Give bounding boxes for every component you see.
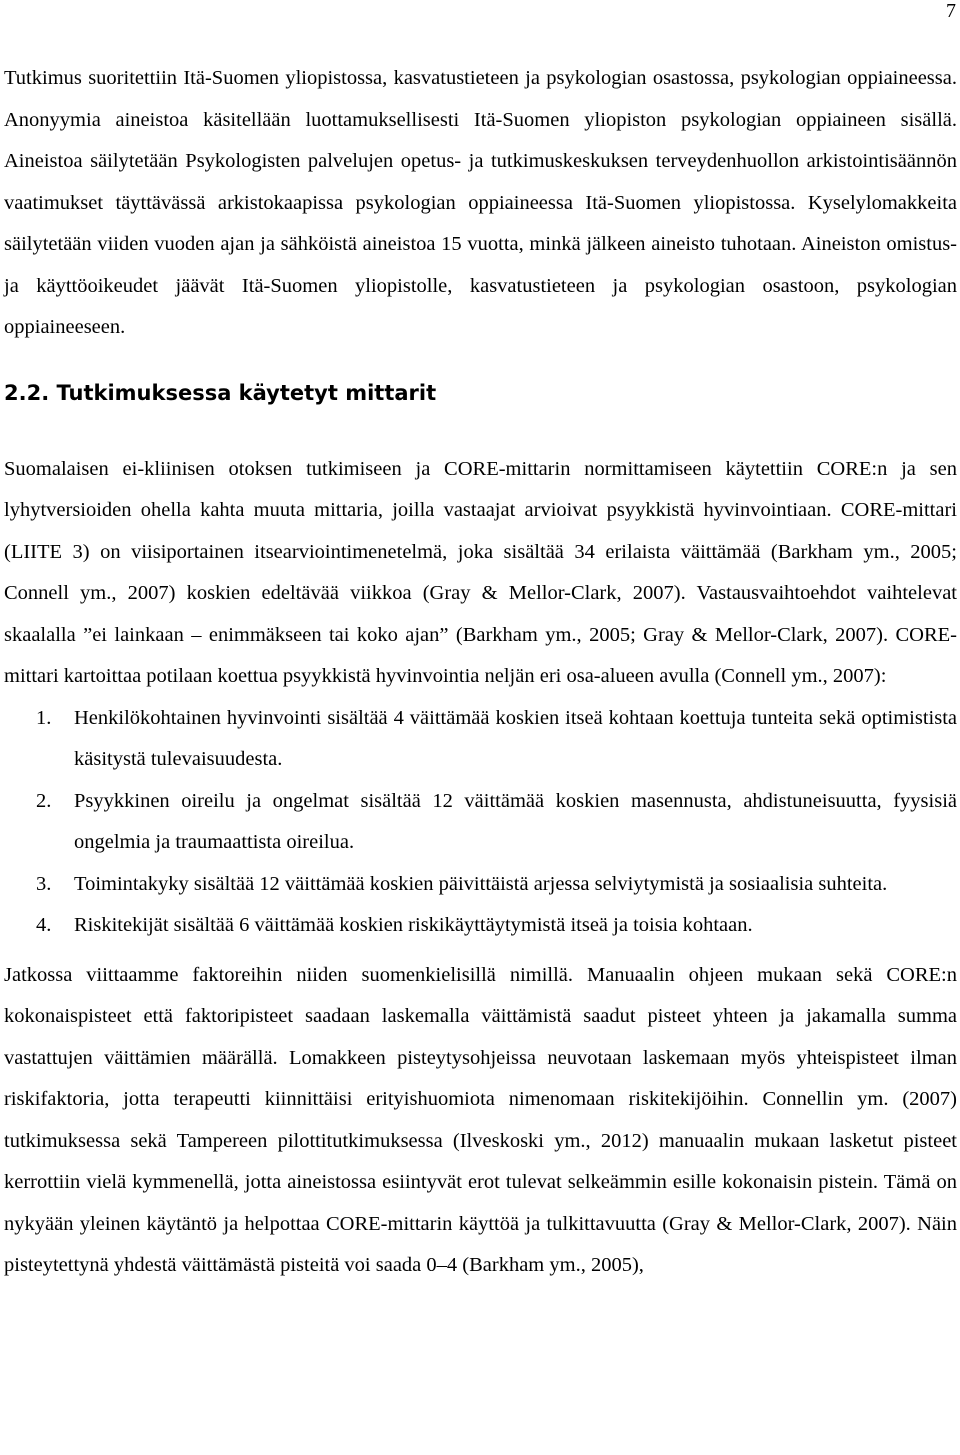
paragraph-measures-intro: Suomalaisen ei-kliinisen otoksen tutkimiseen ja CORE-mittarin normittamiseen käytettiin CORE:n ja sen lyhytversioiden ohella kahta muuta mittaria, joilla vastaajat arvioivat psyykkistä hyvinvointiaan. CORE-mittari (LIITE 3) on viisiportainen itsearviointimenetelmä, joka sisältää 34 erilaista väittämää (Barkham ym., 2005; Connell ym., 2007) koskien edeltävää viikkoa (Gray & Mellor-Clark, 2007). Vastausvaihtoehdot vaihtelevat skaalalla ”ei lainkaan – enimmäkseen tai koko ajan” (Barkham ym., 2005; Gray & Mellor-Clark, 2007). CORE-mittari kartoittaa potilaan koettua psyykkistä hyvinvointia neljän eri osa-alueen avulla (Connell ym., 2007): bbox=[4, 457, 957, 687]
document-body bbox=[4, 58, 957, 1287]
list-item-text: Psyykkinen oireilu ja ongelmat sisältää 12 väittämää koskien masennusta, ahdistuneisuutta, fyysisiä ongelmia ja traumaattista oireilua. bbox=[74, 789, 957, 853]
list-item-text: Henkilökohtainen hyvinvointi sisältää 4 väittämää koskien itseä kohtaan koettuja tunteita sekä optimistista käsitystä tulevaisuudesta. bbox=[74, 706, 957, 770]
section-heading: 2.2. Tutkimuksessa käytetyt mittarit bbox=[4, 380, 437, 405]
paragraph-data-storage: Tutkimus suoritettiin Itä-Suomen yliopistossa, kasvatustieteen ja psykologian osastossa, psykologian oppiaineessa. Anonyymia aineistoa käsitellään luottamuksellisesti Itä-Suomen yliopiston psykologian oppiaineen sisällä. Aineistoa säilytetään Psykologisten palvelujen opetus- ja tutkimuskeskuksen terveydenhuollon arkistointisäännön vaatimukset täyttävässä arkistokaapissa psykologian oppiaineessa Itä-Suomen yliopistossa. Kyselylomakkeita säilytetään viiden vuoden ajan ja sähköistä aineistoa 15 vuotta, minkä jälkeen aineisto tuhotaan. Aineiston omistus- ja käyttöoikeudet jäävät Itä-Suomen yliopistolle, kasvatustieteen ja psykologian osastoon, psykologian oppiaineeseen. bbox=[4, 67, 957, 338]
list-item-text: Toimintakyky sisältää 12 väittämää koskien päivittäistä arjessa selviytymistä ja sosiaalisia suhteita. bbox=[74, 872, 888, 895]
list-item-number: 1. bbox=[36, 706, 52, 729]
core-domains-list bbox=[4, 698, 957, 947]
list-item-text: Riskitekijät sisältää 6 väittämää koskien riskikäyttäytymistä itseä ja toisia kohtaan. bbox=[74, 914, 753, 936]
list-item bbox=[4, 781, 957, 864]
list-item-number: 4. bbox=[36, 914, 52, 936]
list-item bbox=[4, 864, 957, 906]
paragraph-scoring: Jatkossa viittaamme faktoreihin niiden suomenkielisillä nimillä. Manuaalin ohjeen mukaan sekä CORE:n kokonaispisteet että faktoripisteet saadaan laskemalla väittämistä saadut pisteet yhteen ja jakamalla summa vastattujen väittämien määrällä. Lomakkeen pisteytysohjeissa neuvotaan laskemaan myös yhteispisteet ilman riskifaktoria, jotta terapeutti kiinnittäisi erityishuomiota nimenomaan riskitekijöihin. Connellin ym. (2007) tutkimuksessa sekä Tampereen pilottitutkimuksessa (Ilveskoski ym., 2012) manuaalin mukaan lasketut pisteet kerrottiin vielä kymmenellä, jotta aineistossa esiintyvät erot tulevat selkeämmin esille kokonaisin pistein. Tämä on nykyään yleinen käytäntö ja helpottaa CORE-mittarin käyttöä ja tulkittavuutta (Gray & Mellor-Clark, 2007). Näin pisteytettynä yhdestä väittämästä pisteitä voi saada 0–4 (Barkham ym., 2005), bbox=[4, 963, 957, 1276]
list-item-number: 2. bbox=[36, 789, 52, 812]
page-number: 7 bbox=[946, 0, 956, 22]
list-item bbox=[4, 698, 957, 781]
list-item-number: 3. bbox=[36, 872, 52, 895]
list-item bbox=[4, 905, 957, 947]
